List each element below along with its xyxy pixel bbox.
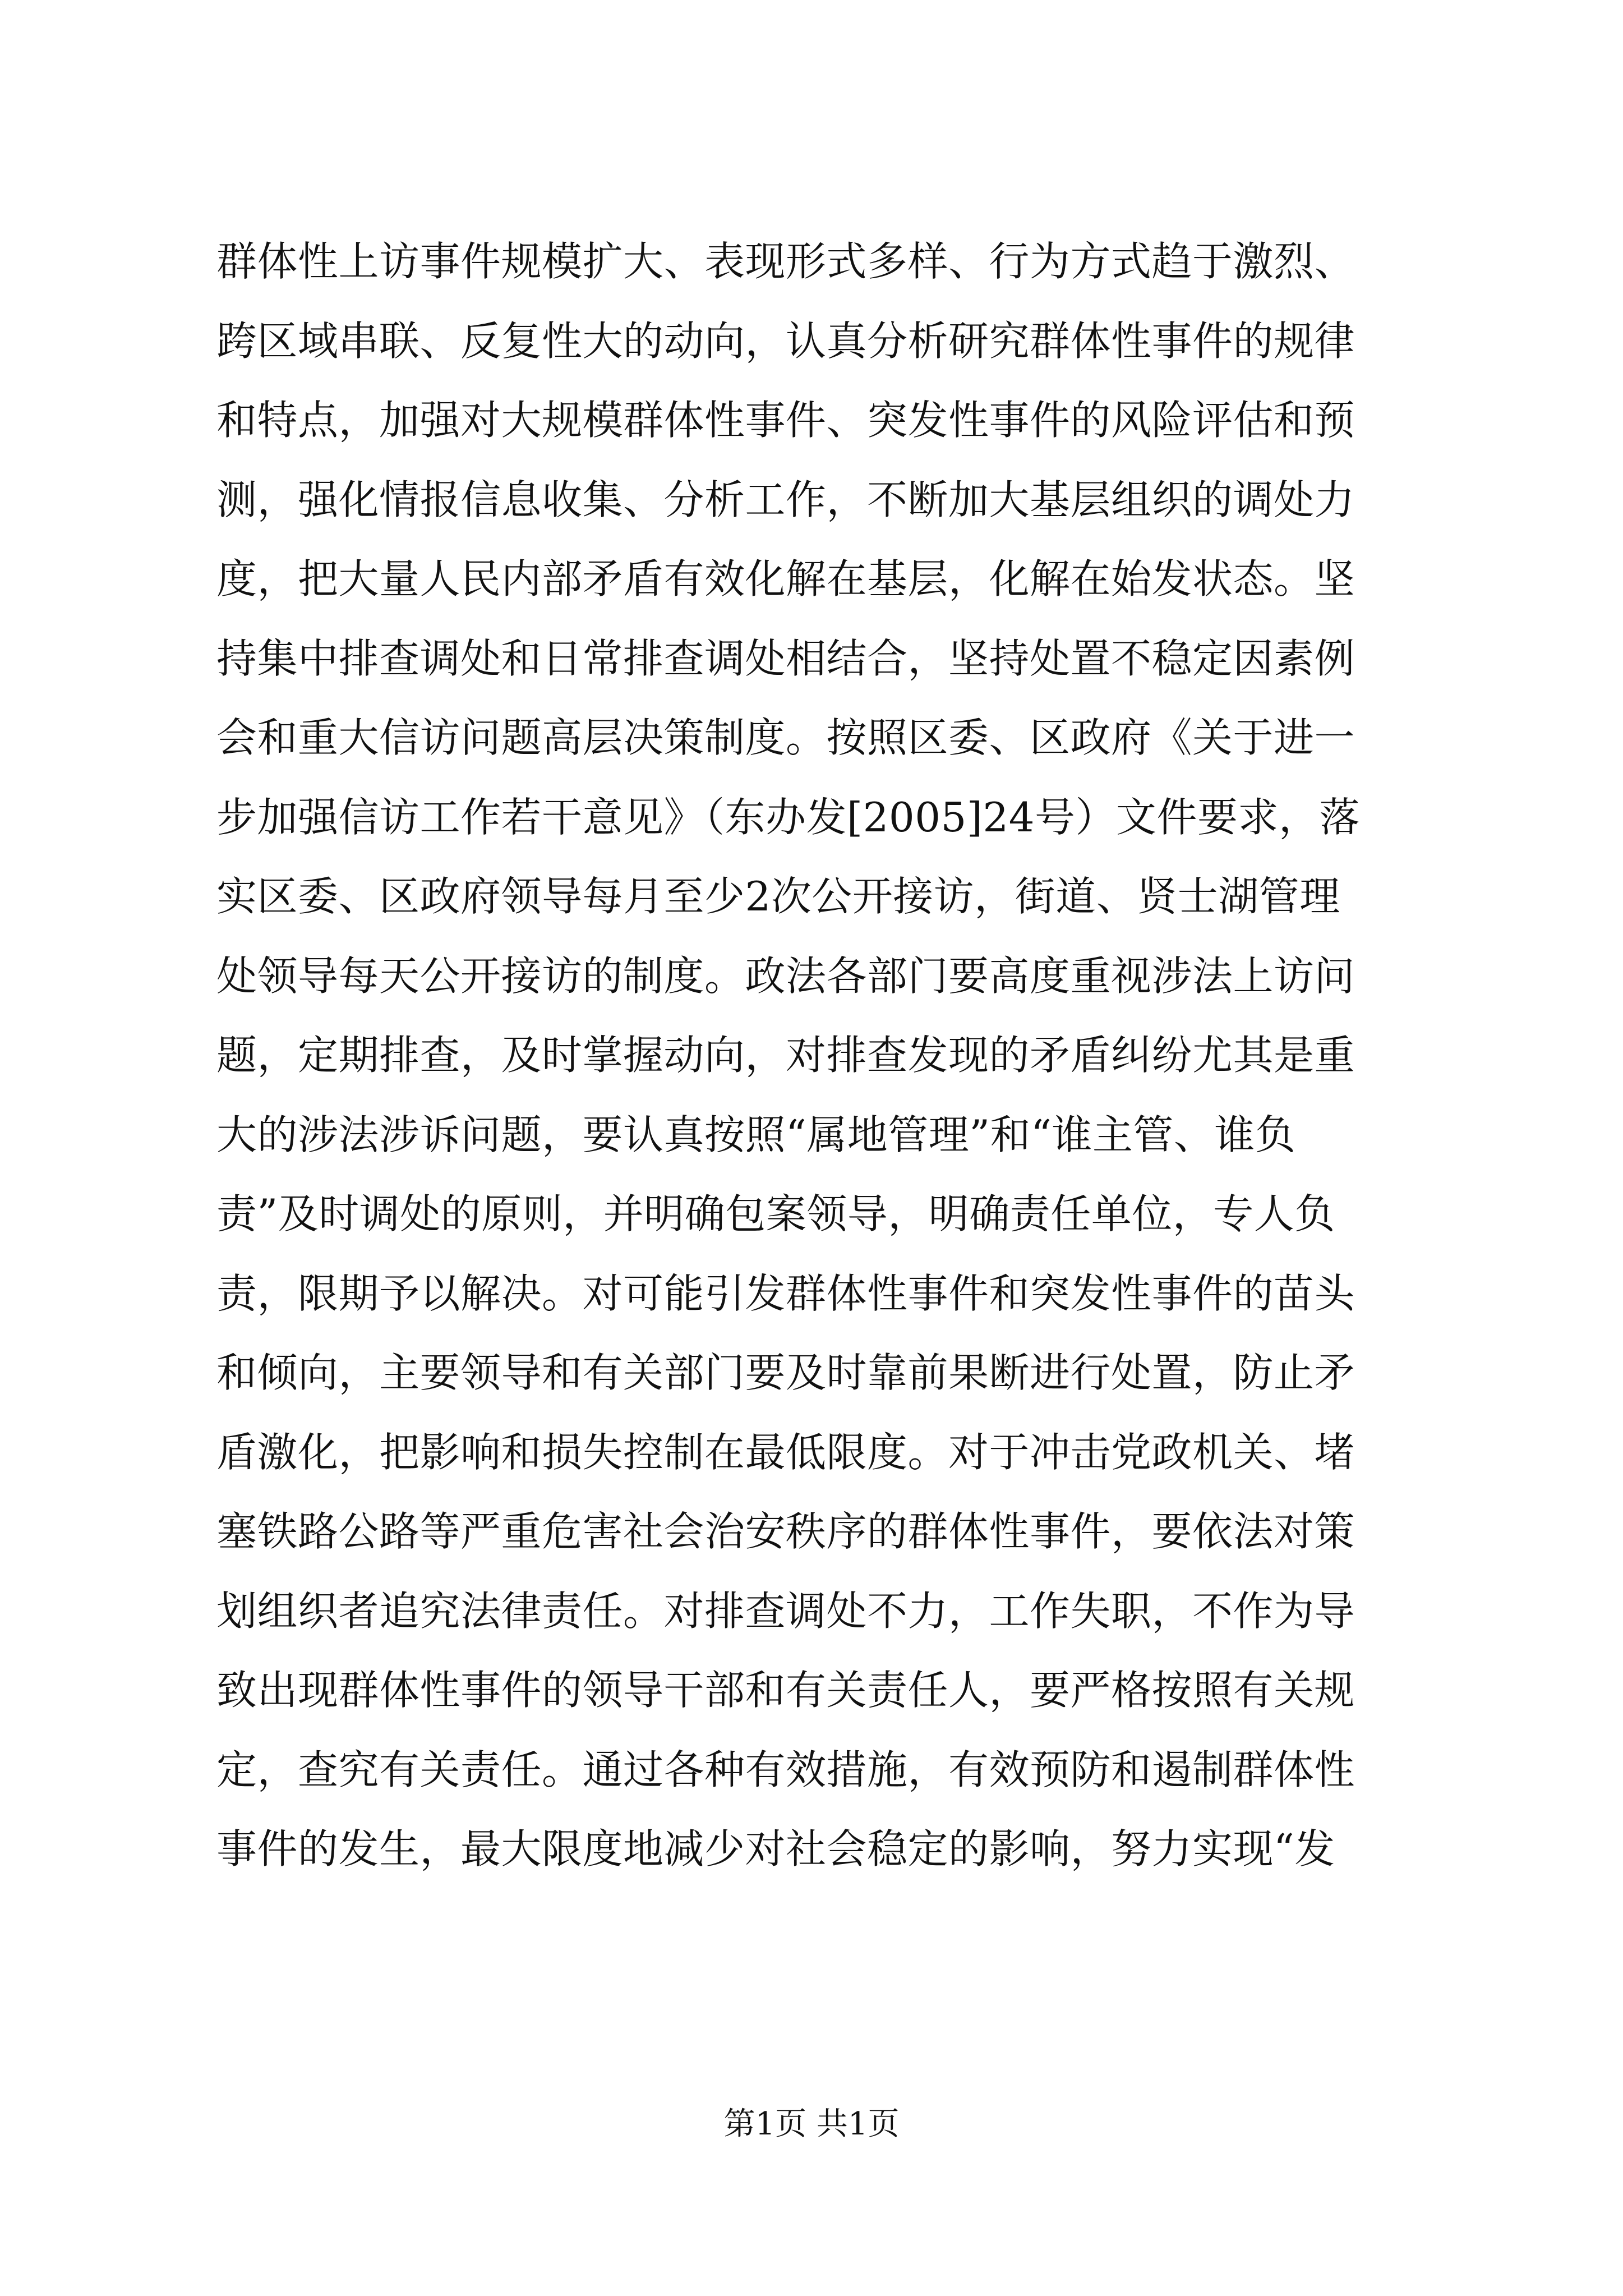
text-line: 实区委、区政府领导每月至少2次公开接访，街道、贤士湖管理 [216,873,1340,920]
text-line: 和倾向，主要领导和有关部门要及时靠前果断进行处置，防止矛 [216,1349,1355,1396]
text-line: 群体性上访事件规模扩大、表现形式多样、行为方式趋于激烈、 [216,238,1355,285]
text-line: 盾激化，把影响和损失控制在最低限度。对于冲击党政机关、堵 [216,1428,1355,1476]
text-line: 测，强化情报信息收集、分析工作，不断加大基层组织的调处力 [216,476,1355,523]
text-line: 责，限期予以解决。对可能引发群体性事件和突发性事件的苗头 [216,1269,1355,1317]
text-line: 处领导每天公开接访的制度。政法各部门要高度重视涉法上访问 [216,952,1355,1000]
page-number-label: 第1页 共1页 [723,2106,900,2142]
text-line: 题，定期排查，及时掌握动向，对排查发现的矛盾纠纷尤其是重 [216,1032,1355,1079]
text-line: 事件的发生，最大限度地减少对社会稳定的影响，努力实现“发 [216,1825,1335,1872]
page-footer [0,2105,1623,2144]
text-line: 和特点，加强对大规模群体性事件、突发性事件的风险评估和预 [216,397,1355,444]
text-line: 跨区域串联、反复性大的动向，认真分析研究群体性事件的规律 [216,317,1355,365]
text-line: 度，把大量人民内部矛盾有效化解在基层，化解在始发状态。坚 [216,555,1355,602]
text-line: 持集中排查调处和日常排查调处相结合，坚持处置不稳定因素例 [216,634,1355,682]
text-line: 致出现群体性事件的领导干部和有关责任人，要严格按照有关规 [216,1667,1355,1714]
body-text [216,222,1417,1889]
text-line: 塞铁路公路等严重危害社会治安秩序的群体性事件，要依法对策 [216,1508,1355,1555]
text-line: 大的涉法涉诉问题，要认真按照“属地管理”和“谁主管、谁负 [216,1111,1296,1158]
text-line: 责”及时调处的原则，并明确包案领导，明确责任单位，专人负 [216,1190,1335,1237]
text-line: 会和重大信访问题高层决策制度。按照区委、区政府《关于进一 [216,714,1355,761]
text-line: 定，查究有关责任。通过各种有效措施，有效预防和遏制群体性 [216,1746,1355,1793]
text-line: 划组织者追究法律责任。对排查调处不力，工作失职，不作为导 [216,1587,1355,1635]
text-line: 步加强信访工作若干意见》（东办发[2005]24号）文件要求，落 [216,793,1361,841]
